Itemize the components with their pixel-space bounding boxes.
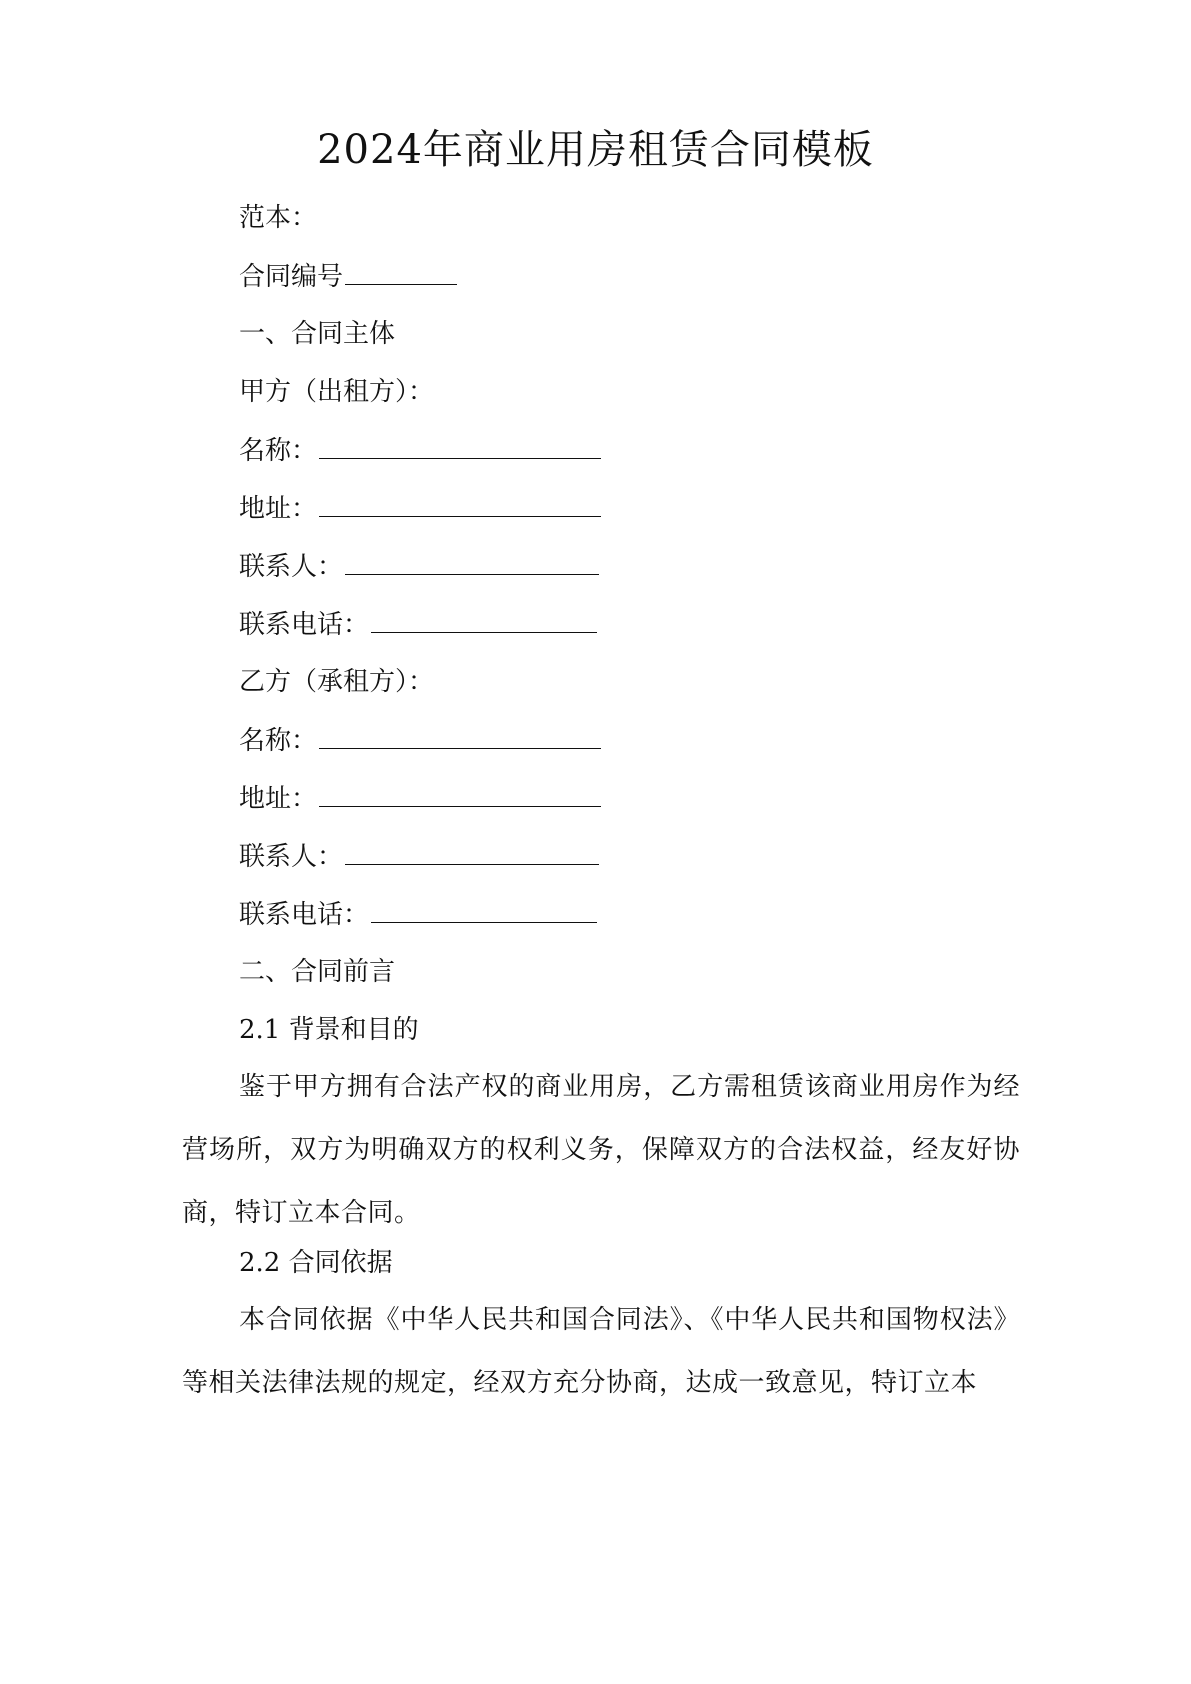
- section-2-text: 二、合同前言: [239, 957, 396, 987]
- party-a-contact-blank: [345, 548, 599, 575]
- section-1-heading: [239, 316, 395, 352]
- sample-label: [239, 200, 317, 236]
- party-b-text: 乙方（承租方）：: [239, 667, 435, 697]
- party-a-name-label: 名称：: [239, 436, 318, 466]
- party-b-contact-label: 联系人：: [239, 842, 344, 872]
- party-a-phone-label: 联系电话：: [239, 610, 370, 640]
- party-b-address-blank: [319, 780, 601, 807]
- section-2-heading: [239, 954, 395, 990]
- party-b-name-line: [239, 722, 601, 759]
- party-b-address-label: 地址：: [239, 784, 318, 814]
- document-title: 2024年商业用房租赁合同模板: [317, 127, 874, 173]
- contract-number-label: 合同编号: [239, 262, 344, 292]
- party-b-contact-line: [239, 838, 599, 875]
- party-b-phone-line: [239, 896, 597, 933]
- party-a-name-blank: [319, 432, 601, 459]
- party-b-address-line: [239, 780, 601, 817]
- sample-text: 范本：: [239, 203, 318, 233]
- subsection-2-2-heading: [239, 1245, 393, 1281]
- party-a-contact-label: 联系人：: [239, 552, 344, 582]
- party-a-contact-line: [239, 548, 599, 585]
- contract-number-line: [239, 258, 457, 295]
- party-a-heading: [239, 374, 434, 410]
- party-a-phone-line: [239, 606, 597, 643]
- party-a-name-line: [239, 432, 601, 469]
- party-a-address-line: [239, 490, 601, 527]
- subsection-2-1-text: 2.1 背景和目的: [239, 1015, 419, 1045]
- subsection-2-2-text: 2.2 合同依据: [239, 1248, 393, 1278]
- contract-number-blank: [345, 258, 457, 285]
- party-b-heading: [239, 664, 434, 700]
- party-a-text: 甲方（出租方）：: [239, 377, 435, 407]
- party-b-name-label: 名称：: [239, 726, 318, 756]
- paragraph-2-2: 本合同依据《中华人民共和国合同法》、《中华人民共和国物权法》等相关法律法规的规定，经双方充分协商，达成一致意见，特订立本: [182, 1305, 1020, 1398]
- party-b-contact-blank: [345, 838, 599, 865]
- subsection-2-1-heading: [239, 1012, 419, 1048]
- party-a-address-blank: [319, 490, 601, 517]
- party-b-name-blank: [319, 722, 601, 749]
- party-a-phone-blank: [371, 606, 597, 633]
- party-b-phone-label: 联系电话：: [239, 900, 370, 930]
- party-a-address-label: 地址：: [239, 494, 318, 524]
- section-1-text: 一、合同主体: [239, 319, 396, 349]
- party-b-phone-blank: [371, 896, 597, 923]
- paragraph-2-1: 鉴于甲方拥有合法产权的商业用房，乙方需租赁该商业用房作为经营场所，双方为明确双方的权利义务，保障双方的合法权益，经友好协商，特订立本合同。: [182, 1072, 1020, 1228]
